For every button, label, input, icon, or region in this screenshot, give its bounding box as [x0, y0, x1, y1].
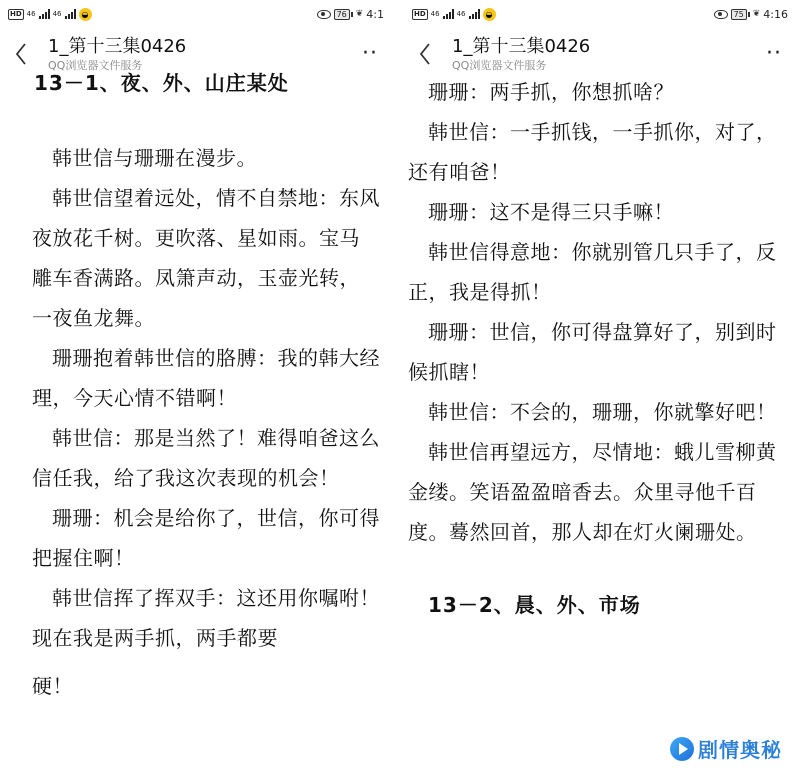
battery-level: 75	[731, 9, 747, 20]
right-screen	[404, 0, 796, 775]
left-screen	[0, 0, 392, 775]
scene-heading: 13－2、晨、外、市场	[428, 593, 641, 617]
script-paragraph: 珊珊：这不是得三只手嘛！	[428, 200, 674, 224]
status-time: 4:1	[366, 7, 384, 21]
script-paragraph: 珊珊：两手抓，你想抓啥？	[428, 80, 674, 104]
network-type-label: 46	[26, 9, 36, 18]
play-logo-icon	[670, 737, 694, 761]
script-paragraph: 韩世信与珊珊在漫步。	[52, 146, 257, 170]
script-paragraph: 韩世信得意地：你就别管几只手了，反正，我是得抓！	[408, 240, 777, 304]
app-header	[404, 28, 796, 80]
script-paragraph: 韩世信：不会的，珊珊，你就擎好吧！	[428, 400, 777, 424]
notification-app-icon: ◒	[79, 8, 92, 21]
screen-divider	[394, 0, 402, 775]
script-paragraph: 韩世信挥了挥双手：这还用你嘱咐！现在我是两手抓，两手都要	[32, 586, 380, 650]
battery-level: 76	[334, 9, 350, 20]
battery-icon	[334, 9, 353, 20]
script-paragraph: 韩世信再望远方，尽情地：蛾儿雪柳黄金缕。笑语盈盈暗香去。众里寻他千百度。蓦然回首，那人却在灯火阑珊处。	[408, 440, 777, 544]
document-source: QQ浏览器文件服务	[48, 58, 143, 72]
script-paragraph: 珊珊抱着韩世信的胳膊：我的韩大经理，今天心情不错啊！	[32, 346, 380, 410]
document-content	[404, 72, 796, 620]
battery-icon	[731, 9, 750, 20]
status-bar	[0, 0, 392, 28]
document-content	[0, 68, 392, 706]
signal-icon-2	[469, 9, 480, 19]
watermark	[670, 734, 782, 763]
status-time: 4:16	[763, 7, 788, 21]
notification-app-icon: ◒	[483, 8, 496, 21]
power-saving-icon: ❦	[355, 9, 364, 19]
scene-heading: 13－1、夜、外、山庄某处	[34, 71, 289, 95]
eye-comfort-icon	[317, 10, 331, 19]
script-paragraph: 珊珊：机会是给你了，世信，你可得把握住啊！	[32, 506, 380, 570]
back-arrow-icon[interactable]	[414, 39, 436, 69]
network-type-label: 46	[430, 9, 440, 18]
network-type-label-2: 46	[52, 9, 62, 18]
eye-comfort-icon	[714, 10, 728, 19]
app-header	[0, 28, 392, 80]
signal-icon	[39, 9, 50, 19]
hd-icon: HD	[10, 9, 22, 18]
more-options-icon[interactable]: ··	[362, 41, 378, 66]
back-arrow-icon[interactable]	[10, 39, 32, 69]
network-type-label-2: 46	[456, 9, 466, 18]
script-paragraph: 韩世信：一手抓钱，一手抓你，对了，还有咱爸！	[408, 120, 777, 184]
document-source: QQ浏览器文件服务	[452, 58, 547, 72]
script-paragraph: 韩世信望着远处，情不自禁地：东风夜放花千树。更吹落、星如雨。宝马雕车香满路。凤箫声动，玉壶光转，一夜鱼龙舞。	[32, 186, 380, 330]
signal-icon-2	[65, 9, 76, 19]
signal-icon	[443, 9, 454, 19]
document-title: 1_第十三集0426	[452, 35, 591, 57]
script-paragraph: 韩世信：那是当然了！难得咱爸这么信任我，给了我这次表现的机会！	[32, 426, 380, 490]
power-saving-icon: ❦	[752, 9, 761, 19]
script-paragraph: 硬！	[32, 674, 73, 698]
watermark-text: 剧情奥秘	[698, 738, 782, 762]
script-paragraph: 珊珊：世信，你可得盘算好了，别到时候抓瞎！	[408, 320, 777, 384]
more-options-icon[interactable]: ··	[766, 41, 782, 66]
status-bar	[404, 0, 796, 28]
hd-icon: HD	[414, 9, 426, 18]
document-title: 1_第十三集0426	[48, 35, 187, 57]
